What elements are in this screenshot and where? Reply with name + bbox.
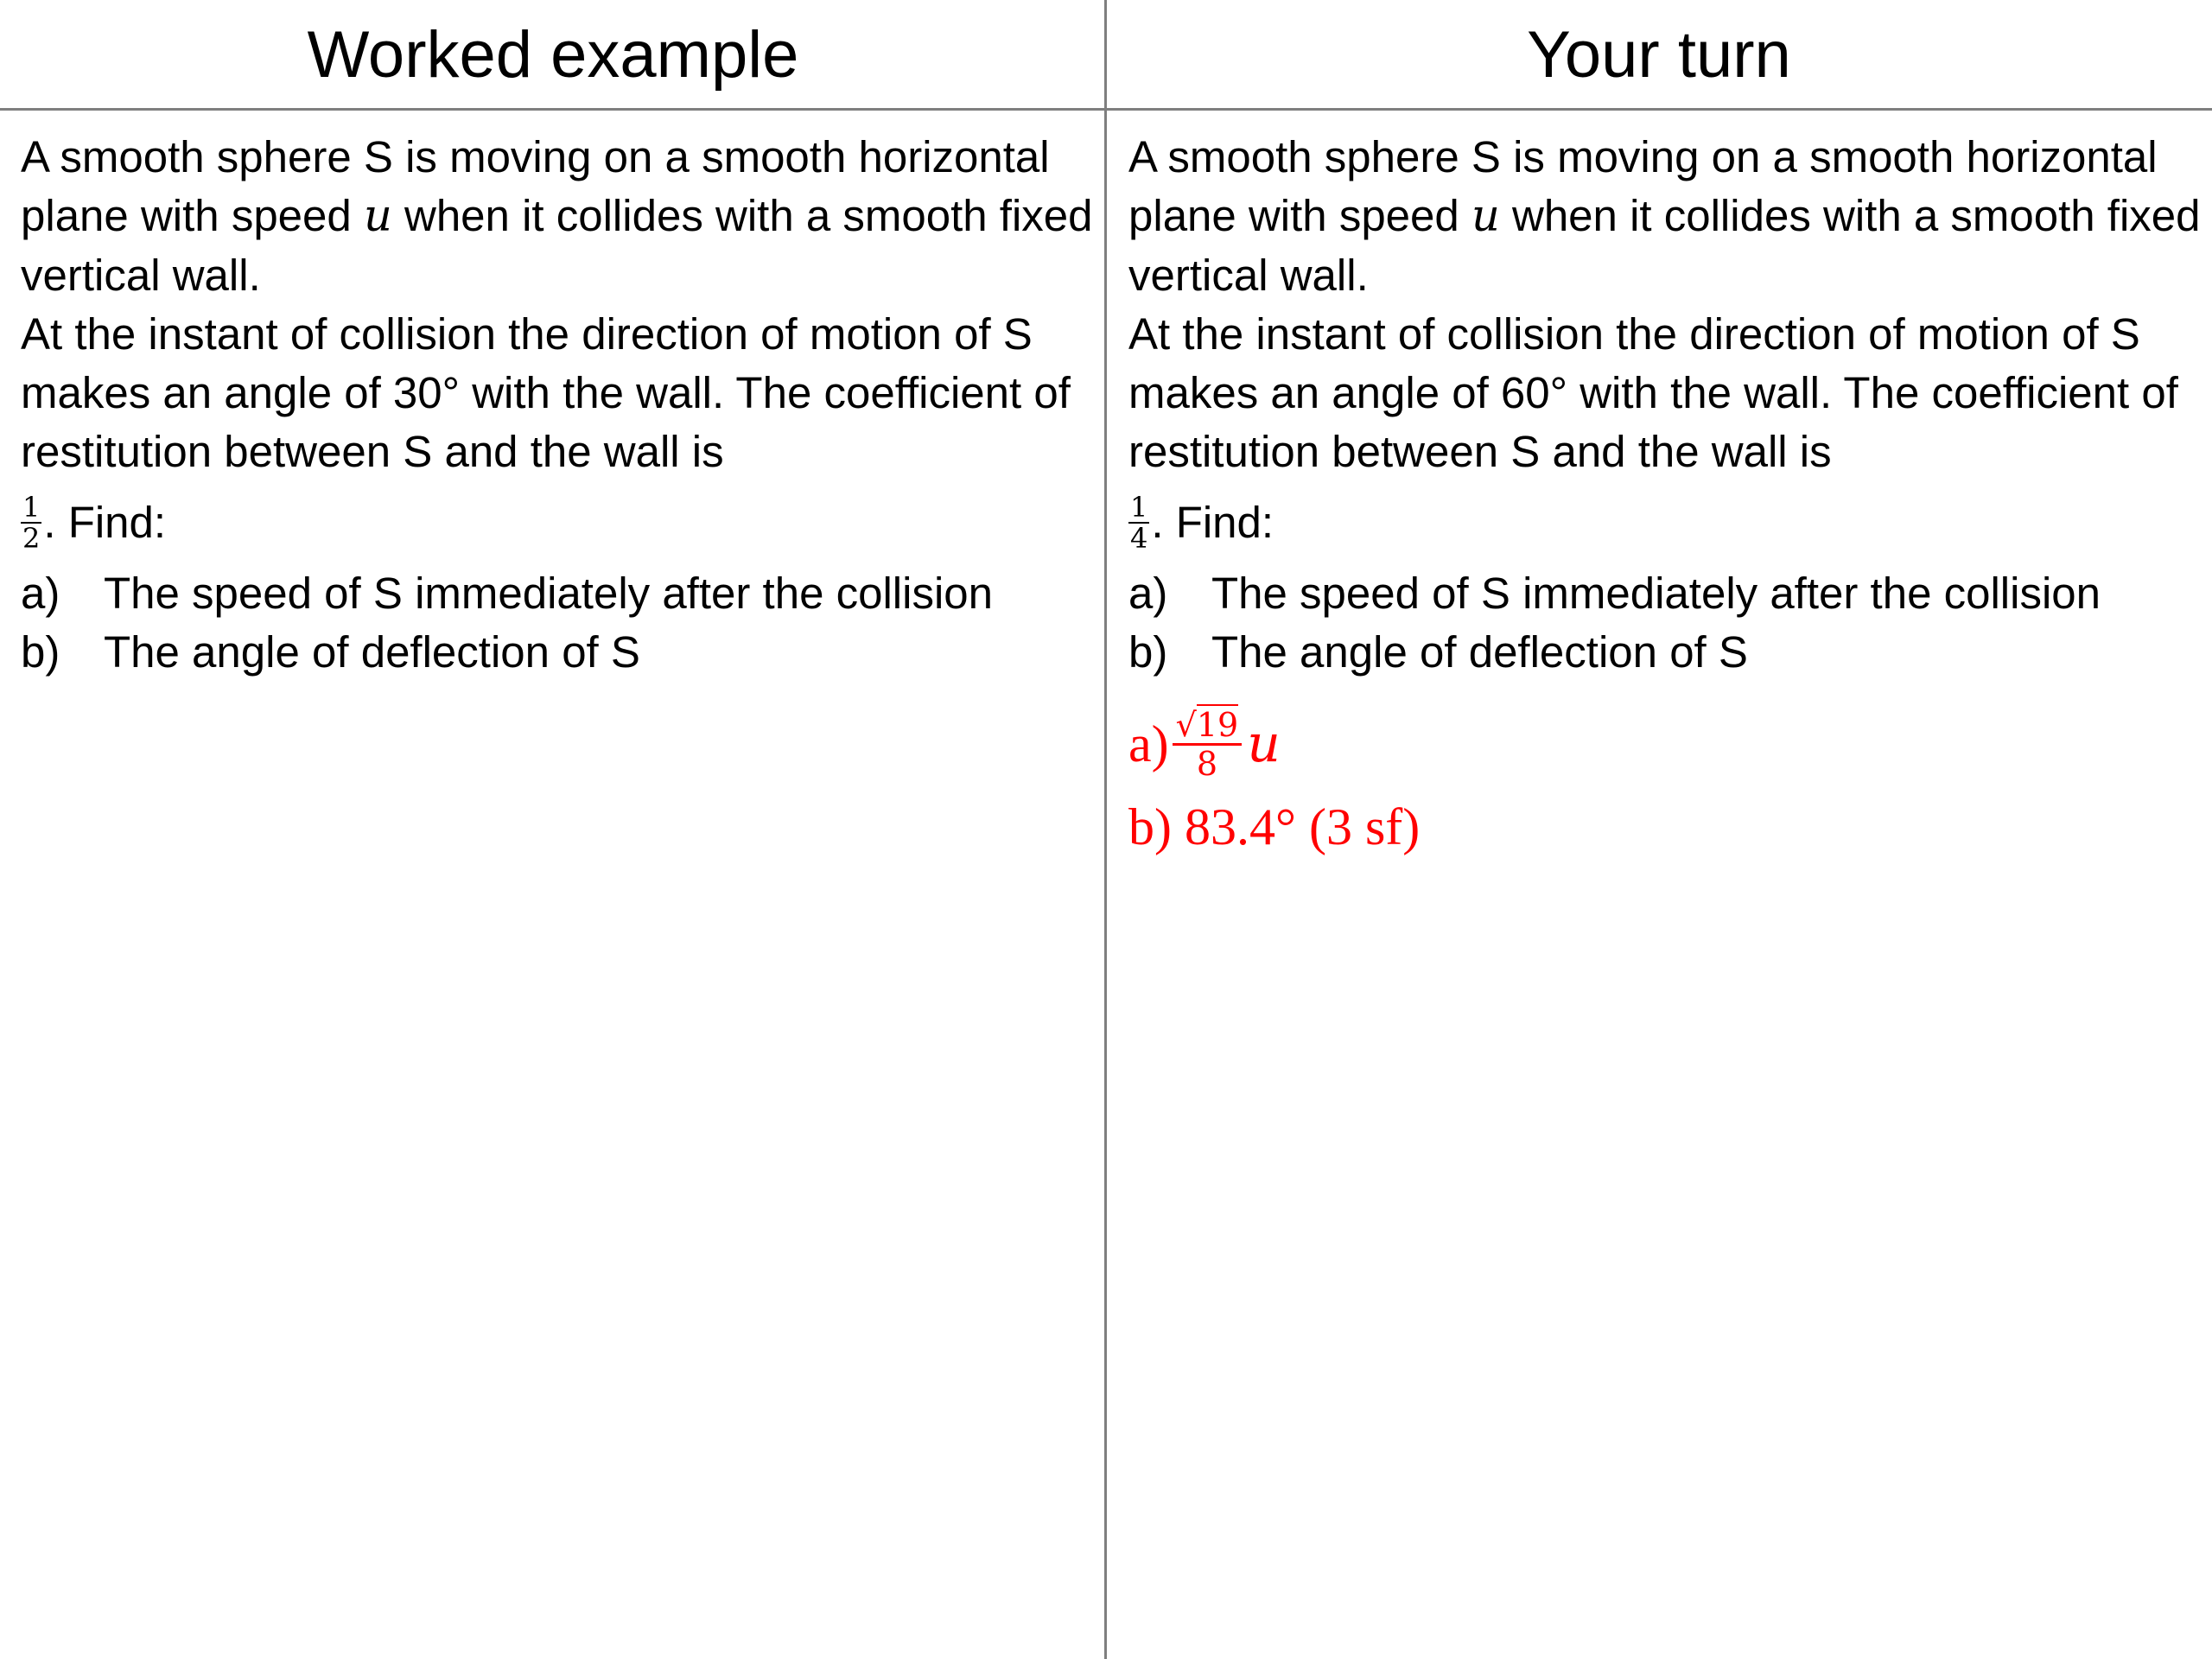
answer-a-variable: u (1247, 714, 1281, 774)
column-divider (1104, 0, 1107, 1659)
worked-item-b (21, 623, 1101, 682)
turn-item-b-marker: b) (1128, 627, 1168, 677)
turn-question-para2: At the instant of collision the direction of motion of S makes an angle of 60° with the wall. The coefficient of restitution between S and the wall is (1128, 309, 2178, 476)
worked-question-para2: At the instant of collision the direction of motion of S makes an angle of 30° with the wall. The coefficient of restitution between S and the wall is (21, 309, 1071, 476)
turn-restitution-fraction (1128, 493, 1149, 553)
worked-example-title: Worked example (307, 18, 799, 92)
worked-question-para1 (21, 128, 1101, 305)
answer-a-marker: a) (1128, 715, 1169, 772)
turn-question-list (1128, 564, 2209, 682)
answer-a-fraction (1173, 707, 1243, 782)
turn-item-b (1128, 623, 2209, 682)
turn-item-a (1128, 564, 2209, 623)
sqrt-icon: √ (1175, 705, 1197, 744)
worked-question-list (21, 564, 1101, 682)
your-turn-title: Your turn (1527, 18, 1791, 92)
worked-para1-pre: A smooth sphere S is moving on a smooth horizontal plane with speed (21, 132, 1050, 240)
worked-find-line (21, 481, 1101, 564)
your-turn-panel (1128, 128, 2209, 858)
worked-fraction-denominator: 2 (22, 522, 41, 555)
worked-item-a (21, 564, 1101, 623)
worked-example-panel (21, 128, 1101, 682)
worked-item-b-text: The angle of deflection of S (104, 627, 640, 677)
turn-find-text: . Find: (1151, 498, 1274, 547)
worked-item-a-text: The speed of S immediately after the collision (104, 569, 994, 618)
turn-item-b-text: The angle of deflection of S (1211, 627, 1748, 677)
worked-item-b-marker: b) (21, 627, 60, 677)
turn-para1-post: when it collides with a smooth fixed vertical wall. (1128, 191, 2201, 300)
turn-item-a-text: The speed of S immediately after the collision (1211, 569, 2101, 618)
turn-fraction-numerator: 1 (1130, 491, 1148, 524)
worked-fraction-numerator: 1 (22, 491, 41, 524)
worked-para1-post: when it collides with a smooth fixed vertical wall. (21, 191, 1093, 300)
answer-a-numerator (1173, 707, 1243, 746)
turn-question-para1 (1128, 128, 2209, 305)
answer-a-denominator: 8 (1196, 744, 1217, 783)
turn-speed-variable: u (1471, 191, 1500, 242)
worked-restitution-fraction (21, 493, 41, 553)
worked-find-text: . Find: (43, 498, 167, 547)
turn-para1-pre: A smooth sphere S is moving on a smooth horizontal plane with speed (1128, 132, 2158, 240)
answer-b: b) 83.4° (3 sf) (1128, 798, 1421, 855)
answer-a-radicand: 19 (1196, 705, 1239, 744)
turn-answers (1128, 692, 2209, 858)
turn-item-a-marker: a) (1128, 569, 1168, 618)
worked-item-a-marker: a) (21, 569, 60, 618)
worked-speed-variable: u (363, 191, 392, 242)
turn-fraction-denominator: 4 (1130, 522, 1148, 555)
turn-find-line (1128, 481, 2209, 564)
answer-a (1128, 692, 2209, 796)
